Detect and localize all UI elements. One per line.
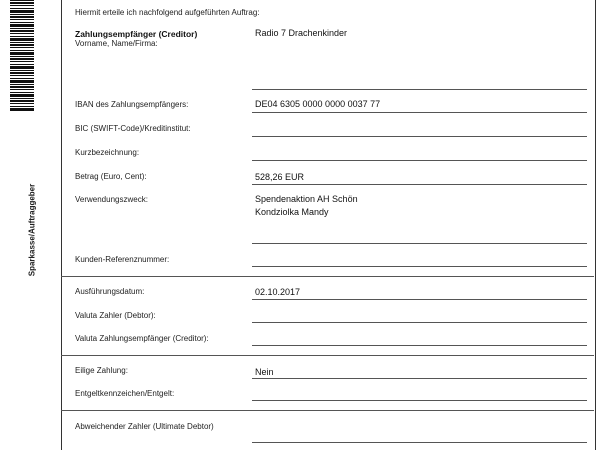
kurz-label: Kurzbezeichnung: bbox=[75, 148, 140, 157]
datum-line bbox=[252, 299, 587, 300]
iban-label: IBAN des Zahlungsempfängers: bbox=[75, 100, 189, 109]
iban-line bbox=[252, 112, 587, 113]
datum-label: Ausführungsdatum: bbox=[75, 287, 145, 296]
zweck-line2: Kondziolka Mandy bbox=[255, 207, 329, 217]
datum-value: 02.10.2017 bbox=[255, 287, 301, 297]
section-separator-3 bbox=[61, 410, 594, 411]
valuta-creditor-line bbox=[252, 345, 587, 346]
eilig-line bbox=[252, 378, 587, 379]
entgelt-line bbox=[252, 400, 587, 401]
creditor-sublabel: Vorname, Name/Firma: bbox=[75, 39, 158, 48]
section-separator-2 bbox=[61, 355, 594, 356]
zweck-line1: Spendenaktion AH Schön bbox=[255, 194, 358, 204]
barcode bbox=[10, 0, 34, 112]
eilig-value: Nein bbox=[255, 367, 274, 377]
zweck-label: Verwendungszweck: bbox=[75, 195, 148, 204]
kurz-line bbox=[252, 160, 587, 161]
iban-value: DE04 6305 0000 0000 0037 77 bbox=[255, 99, 381, 109]
zweck-line bbox=[252, 243, 587, 244]
form-frame bbox=[61, 0, 596, 450]
eilig-label: Eilige Zahlung: bbox=[75, 366, 128, 375]
bic-label: BIC (SWIFT-Code)/Kreditinstitut: bbox=[75, 124, 191, 133]
betrag-line bbox=[252, 184, 587, 185]
valuta-creditor-label: Valuta Zahlungsempfänger (Creditor): bbox=[75, 334, 209, 343]
kundenref-line bbox=[252, 266, 587, 267]
betrag-label: Betrag (Euro, Cent): bbox=[75, 172, 147, 181]
creditor-heading: Zahlungsempfänger (Creditor) bbox=[75, 29, 198, 39]
section-separator bbox=[61, 276, 594, 277]
kundenref-label: Kunden-Referenznummer: bbox=[75, 255, 170, 264]
valuta-debtor-line bbox=[252, 322, 587, 323]
creditor-value: Radio 7 Drachenkinder bbox=[255, 28, 348, 38]
creditor-line bbox=[252, 89, 587, 90]
ultimate-label: Abweichender Zahler (Ultimate Debtor) bbox=[75, 422, 214, 431]
betrag-value: 528,26 EUR bbox=[255, 172, 305, 182]
valuta-debtor-label: Valuta Zahler (Debtor): bbox=[75, 311, 156, 320]
bic-line bbox=[252, 136, 587, 137]
intro-text: Hiermit erteile ich nachfolgend aufgeführten Auftrag: bbox=[75, 8, 260, 17]
entgelt-label: Entgeltkennzeichen/Entgelt: bbox=[75, 389, 175, 398]
ultimate-line bbox=[252, 442, 587, 443]
